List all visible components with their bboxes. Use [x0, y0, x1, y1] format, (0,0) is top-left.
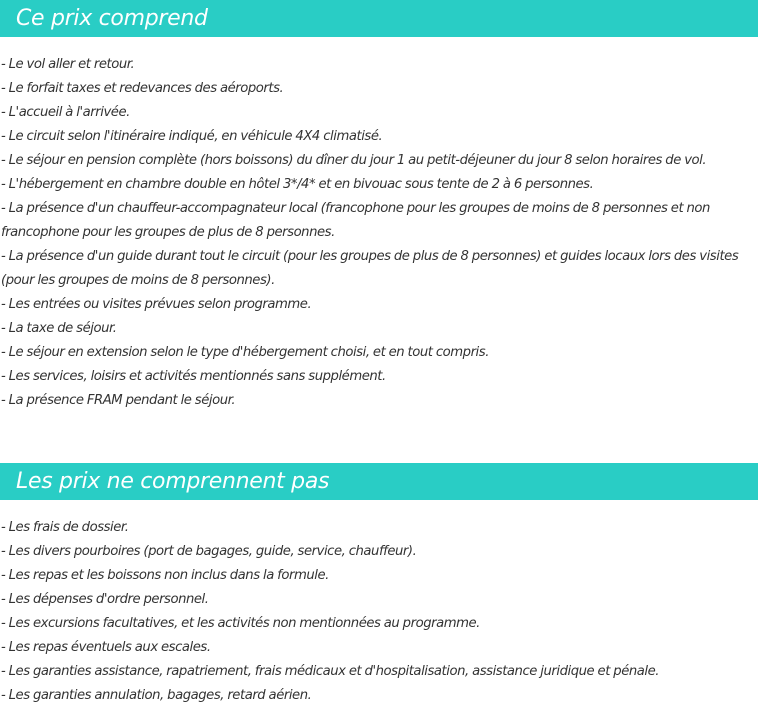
- list-item: - La taxe de séjour.: [1, 321, 117, 336]
- section-title-excluded: Les prix ne comprennent pas: [16, 469, 330, 494]
- list-item: - Le forfait taxes et redevances des aéroports.: [1, 81, 284, 96]
- list-item: - Les divers pourboires (port de bagages, guide, service, chauffeur).: [1, 544, 417, 559]
- list-item: - Les garanties assistance, rapatriement, frais médicaux et d'hospitalisation, assistance juridique et pénale.: [1, 664, 660, 679]
- excluded-list: [1, 516, 749, 708]
- list-item: - La présence d'un guide durant tout le circuit (pour les groupes de plus de 8 personnes) et guides locaux lors des visites (pour les groupes de moins de 8 personnes).: [1, 249, 739, 288]
- list-item: - Les frais de dossier.: [1, 520, 129, 535]
- list-item: - Les dépenses d'ordre personnel.: [1, 592, 209, 607]
- list-item: - Les services, loisirs et activités mentionnés sans supplément.: [1, 369, 386, 384]
- list-item: - L'accueil à l'arrivée.: [1, 105, 130, 120]
- section-header-excluded: [0, 463, 758, 500]
- list-item: - L'hébergement en chambre double en hôtel 3*/4* et en bivouac sous tente de 2 à 6 personnes.: [1, 177, 594, 192]
- list-item: - Les repas éventuels aux escales.: [1, 640, 211, 655]
- section-title-included: Ce prix comprend: [16, 6, 208, 31]
- list-item: - Le séjour en pension complète (hors boissons) du dîner du jour 1 au petit-déjeuner du jour 8 selon horaires de vol.: [1, 153, 707, 168]
- list-item: - Les garanties annulation, bagages, retard aérien.: [1, 688, 312, 703]
- list-item: - Les entrées ou visites prévues selon programme.: [1, 297, 312, 312]
- list-item: - Les excursions facultatives, et les activités non mentionnées au programme.: [1, 616, 480, 631]
- list-item: - Le séjour en extension selon le type d'hébergement choisi, et en tout compris.: [1, 345, 489, 360]
- included-list: [1, 53, 749, 413]
- list-item: - Le circuit selon l'itinéraire indiqué, en véhicule 4X4 climatisé.: [1, 129, 383, 144]
- section-header-included: [0, 0, 758, 37]
- list-item: - Les repas et les boissons non inclus dans la formule.: [1, 568, 329, 583]
- list-item: - La présence FRAM pendant le séjour.: [1, 393, 236, 408]
- list-item: - La présence d'un chauffeur-accompagnateur local (francophone pour les groupes de moins de 8 personnes et non francophone pour les groupes de plus de 8 personnes.: [1, 201, 710, 240]
- list-item: - Le vol aller et retour.: [1, 57, 135, 72]
